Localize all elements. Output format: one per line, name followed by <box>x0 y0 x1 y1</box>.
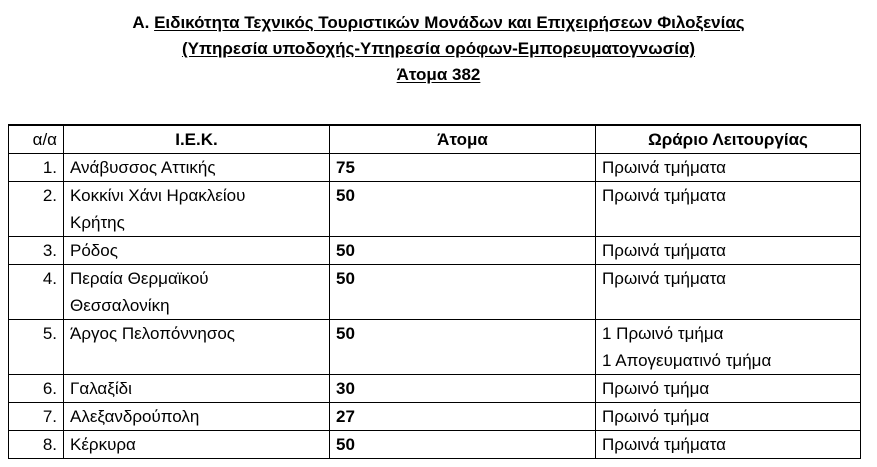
document-heading <box>0 10 877 88</box>
iek-name-line: Αλεξανδρούπολη <box>70 407 200 426</box>
row-people: 75 <box>330 154 596 182</box>
hours-line: Πρωινό τμήμα <box>602 407 710 426</box>
table-row <box>9 320 861 375</box>
hours-line: Πρωινά τμήματα <box>602 241 726 260</box>
row-number: 6. <box>9 375 64 403</box>
row-iek <box>64 431 330 459</box>
row-iek <box>64 375 330 403</box>
table-row <box>9 265 861 320</box>
header-iek: Ι.Ε.Κ. <box>64 125 330 154</box>
hours-line: Πρωινά τμήματα <box>602 435 726 454</box>
row-hours <box>596 182 861 237</box>
row-number: 3. <box>9 237 64 265</box>
row-hours <box>596 154 861 182</box>
row-number: 8. <box>9 431 64 459</box>
row-people: 50 <box>330 431 596 459</box>
row-people: 50 <box>330 237 596 265</box>
row-people: 50 <box>330 182 596 237</box>
row-iek <box>64 320 330 375</box>
row-number: 5. <box>9 320 64 375</box>
table-row <box>9 182 861 237</box>
row-hours <box>596 265 861 320</box>
table-row <box>9 431 861 459</box>
row-iek <box>64 237 330 265</box>
hours-line: 1 Απογευματινό τμήμα <box>602 351 772 370</box>
heading-specialty-title: Ειδικότητα Τεχνικός Τουριστικών Μονάδων και Επιχειρήσεων Φιλοξενίας <box>154 13 745 32</box>
row-iek <box>64 403 330 431</box>
iek-name-line: Θεσσαλονίκη <box>70 296 170 315</box>
row-iek <box>64 265 330 320</box>
row-number: 7. <box>9 403 64 431</box>
row-hours <box>596 320 861 375</box>
header-people: Άτομα <box>330 125 596 154</box>
iek-name-line: Άργος Πελοπόννησος <box>70 324 235 343</box>
row-hours <box>596 431 861 459</box>
row-iek <box>64 182 330 237</box>
iek-name-line: Ρόδος <box>70 241 118 260</box>
hours-line: 1 Πρωινό τμήμα <box>602 324 724 343</box>
row-people: 50 <box>330 265 596 320</box>
table-body <box>9 154 861 459</box>
iek-name-line: Περαία Θερμαϊκού <box>70 269 209 288</box>
row-number: 4. <box>9 265 64 320</box>
row-iek <box>64 154 330 182</box>
hours-line: Πρωινό τμήμα <box>602 379 710 398</box>
hours-line: Πρωινά τμήματα <box>602 186 726 205</box>
iek-name-line: Κρήτης <box>70 213 125 232</box>
iek-roster-table <box>8 124 861 459</box>
table-row <box>9 154 861 182</box>
row-hours <box>596 403 861 431</box>
iek-name-line: Γαλαξίδι <box>70 379 132 398</box>
row-number: 2. <box>9 182 64 237</box>
heading-total-people: Άτομα 382 <box>396 65 481 84</box>
table-row <box>9 237 861 265</box>
row-hours <box>596 237 861 265</box>
hours-line: Πρωινά τμήματα <box>602 269 726 288</box>
header-hours: Ωράριο Λειτουργίας <box>596 125 861 154</box>
iek-name-line: Ανάβυσσος Αττικής <box>70 158 216 177</box>
table-header-row <box>9 125 861 154</box>
row-hours <box>596 375 861 403</box>
heading-line-specialty <box>0 10 877 36</box>
table-row <box>9 375 861 403</box>
row-people: 27 <box>330 403 596 431</box>
heading-services-subtitle: (Υπηρεσία υποδοχής-Υπηρεσία ορόφων-Εμπορευματογνωσία) <box>181 39 696 58</box>
header-aa: α/α <box>9 125 64 154</box>
table-row <box>9 403 861 431</box>
row-people: 30 <box>330 375 596 403</box>
hours-line: Πρωινά τμήματα <box>602 158 726 177</box>
row-people: 50 <box>330 320 596 375</box>
iek-name-line: Κοκκίνι Χάνι Ηρακλείου <box>70 186 246 205</box>
row-number: 1. <box>9 154 64 182</box>
iek-name-line: Κέρκυρα <box>70 435 136 454</box>
heading-prefix: Α. <box>132 13 155 32</box>
